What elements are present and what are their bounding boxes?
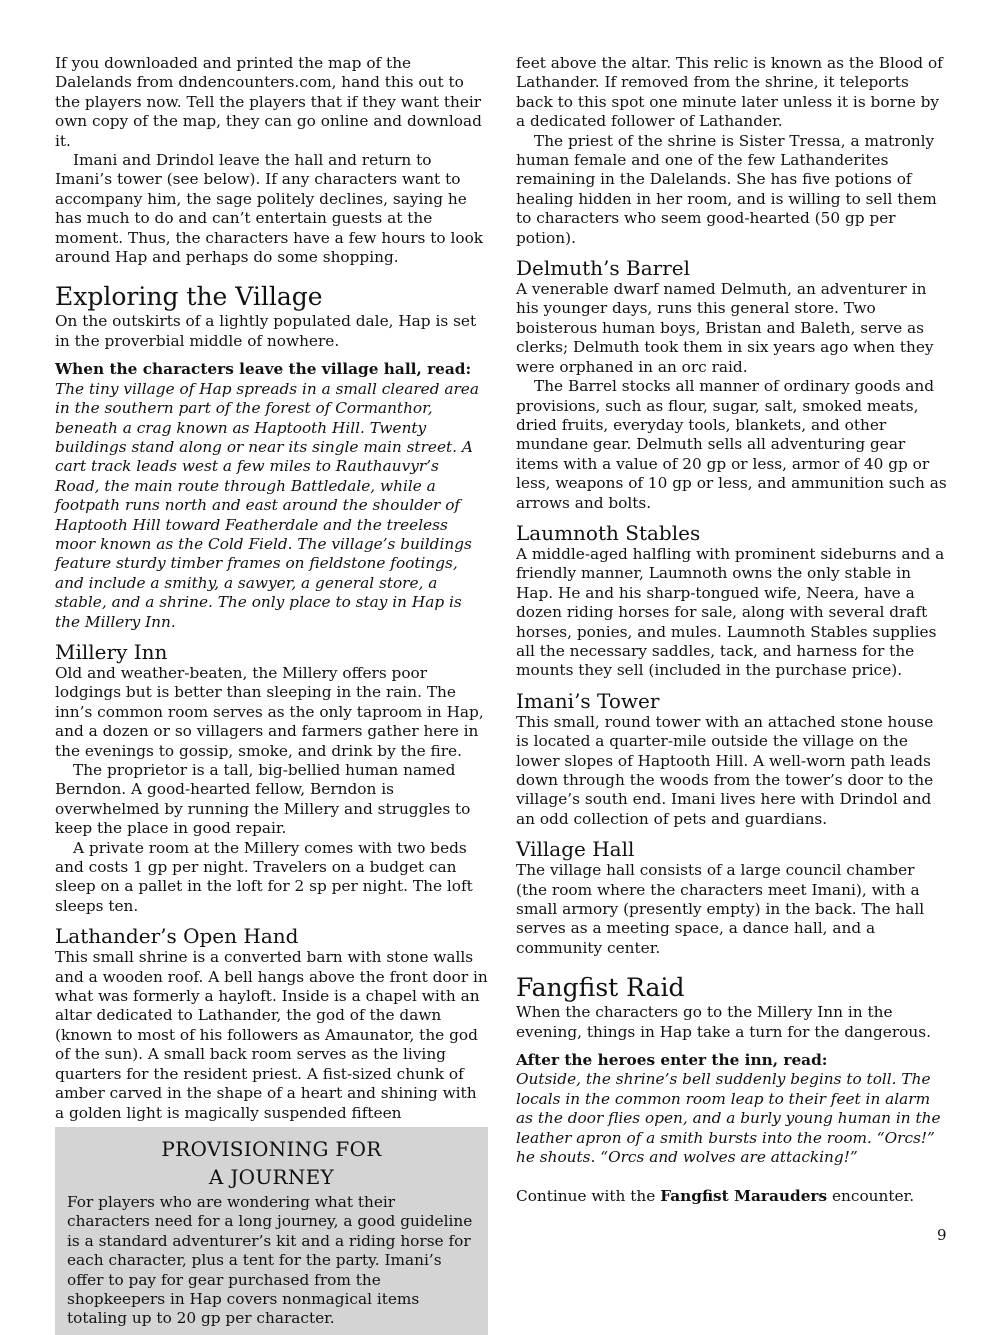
exploring-paragraph: On the outskirts of a lightly populated dale, Hap is set in the proverbial middle of nowhere. [55, 312, 477, 350]
laumnoth-paragraph: A middle-aged halfling with prominent sideburns and a friendly manner, Laumnoth owns the only stable in Hap. He and his sharp-tongued wife, Neera, have a dozen riding horses for sale, along with several draft horses, ponies, and mules. Laumnoth Stables supplies all the necessary saddles, tack, and harness for the mounts they sell (included in the purchase price). [516, 544, 945, 680]
delmuth-paragraph-1: A venerable dwarf named Delmuth, an adventurer in his younger days, runs this general store. Two boisterous human boys, Bristan and Baleth, serve as clerks; Delmuth took them in six years ago when they were orphaned in an orc raid. [516, 280, 934, 376]
millery-paragraph-1: Old and weather-beaten, the Millery offers poor lodgings but is better than sleeping in the rain. The inn’s common room serves as the only taproom in Hap, and a dozen or so villagers and farmers gather here in the evenings to gossip, smoke, and drink by the fire. [55, 663, 484, 760]
tower-heading: Imani’s Tower [516, 688, 660, 713]
hall-paragraph: The village hall consists of a large council chamber (the room where the characters meet Imani), with a small armory (presently empty) in the back. The hall serves as a meeting space, a dance hall, and a community center. [516, 861, 925, 957]
sidebar-title [67, 1135, 476, 1191]
provisioning-sidebar [55, 1127, 488, 1335]
sidebar-title-line-2: A JOURNEY [208, 1164, 335, 1189]
right-column [516, 54, 949, 1206]
hall-heading: Village Hall [516, 837, 635, 862]
sidebar-text: For players who are wondering what their characters need for a long journey, a good guideline is a standard adventurer’s kit and a riding horse for each character, plus a tent for the party. Imani’s offer to pay for gear purchased from the shopkeepers in Hap covers nonmagical items totaling up to 20 gp per character. [67, 1192, 473, 1328]
delmuth-paragraph-2: The Barrel stocks all manner of ordinary goods and provisions, such as flour, sugar, salt, smoked meats, dried fruits, everyday tools, blankets, and other mundane gear. Delmuth sells all adventuring gear items with a value of 20 gp or less, armor of 40 gp or less, weapons of 10 gp or less, and ammunition such as arrows and bolts. [516, 377, 947, 512]
read-aloud-text-1: The tiny village of Hap spreads in a small cleared area in the southern part of the forest of Cormanthor, beneath a crag known as Haptooth Hill. Twenty buildings stand along or near its single main street. A cart track leads west a few miles to Rauthauvyr’s Road, the main route through Battledale, while a footpath runs north and east around the shoulder of Haptooth Hill toward Featherdale and the treeless moor known as the Cold Field. The village’s buildings feature sturdy timber frames on fieldstone footings, and include a smithy, a sawyer, a general store, a stable, and a shrine. The only place to stay in Hap is the Millery Inn. [55, 379, 479, 631]
page-number: 9 [937, 1226, 947, 1244]
intro-paragraph-1: If you downloaded and printed the map of the Dalelands from dndencounters.com, hand this out to the players now. Tell the players that if they want their own copy of the map, they can go online and download it. [55, 54, 482, 150]
continue-suffix: encounter. [827, 1186, 915, 1205]
read-aloud-text-2: Outside, the shrine’s bell suddenly begins to toll. The locals in the common room leap to their feet in alarm as the door flies open, and a burly young human in the leather apron of a smith bursts into the room. “Orcs!” he shouts. “Orcs and wolves are attacking!” [516, 1070, 941, 1167]
raid-paragraph: When the characters go to the Millery Inn in the evening, things in Hap take a turn for the dangerous. [516, 1003, 931, 1041]
raid-heading: Fangfist Raid [516, 973, 685, 1003]
lathander-heading: Lathander’s Open Hand [55, 924, 299, 949]
lathander-paragraph-2: The priest of the shrine is Sister Tressa, a matronly human female and one of the few Lathanderites remaining in the Dalelands. She has five potions of healing hidden in her room, and is willing to sell them to characters who seem good-hearted (50 gp per potion). [516, 131, 937, 247]
tower-paragraph: This small, round tower with an attached stone house is located a quarter-mile outside the village on the lower slopes of Haptooth Hill. A well-worn path leads down through the woods from the tower’s door to the village’s south end. Imani lives here with Drindol and an odd collection of pets and guardians. [516, 712, 934, 828]
millery-paragraph-2: The proprietor is a tall, big-bellied human named Berndon. A good-hearted fellow, Berndon is overwhelmed by running the Millery and struggles to keep the place in good repair. [55, 761, 471, 838]
intro-paragraph-2: Imani and Drindol leave the hall and return to Imani’s tower (see below). If any characters want to accompany him, the sage politely declines, saying he has much to do and can’t entertain guests at the moment. Thus, the characters have a few hours to look around Hap and perhaps do some shopping. [55, 151, 484, 267]
millery-heading: Millery Inn [55, 639, 168, 664]
left-column [55, 54, 488, 1335]
lathander-paragraph-1: This small shrine is a converted barn with stone walls and a wooden roof. A bell hangs above the front door in what was formerly a hayloft. Inside is a chapel with an altar dedicated to Lathander, the god of the dawn (known to most of his followers as Amaunator, the god of the sun). A small back room serves as the living quarters for the resident priest. A fist-sized chunk of amber carved in the shape of a heart and shining with a golden light is magically suspended fifteen [55, 948, 488, 1122]
laumnoth-heading: Laumnoth Stables [516, 520, 701, 545]
exploring-heading: Exploring the Village [55, 282, 323, 312]
read-aloud-lead-2: After the heroes enter the inn, read: [516, 1051, 828, 1070]
delmuth-heading: Delmuth’s Barrel [516, 256, 690, 281]
continue-line [516, 1187, 949, 1206]
lathander-continued: feet above the altar. This relic is known as the Blood of Lathander. If removed from the shrine, it teleports back to this spot one minute later unless it is borne by a dedicated follower of Lathander. [516, 54, 943, 131]
encounter-name: Fangfist Marauders [660, 1186, 828, 1205]
read-aloud-lead-1: When the characters leave the village hall, read: [55, 360, 472, 379]
millery-paragraph-3: A private room at the Millery comes with two beds and costs 1 gp per night. Travelers on a budget can sleep on a pallet in the loft for 2 sp per night. The loft sleeps ten. [55, 838, 473, 915]
continue-prefix: Continue with the [516, 1186, 661, 1205]
sidebar-title-line-1: PROVISIONING FOR [161, 1136, 382, 1161]
